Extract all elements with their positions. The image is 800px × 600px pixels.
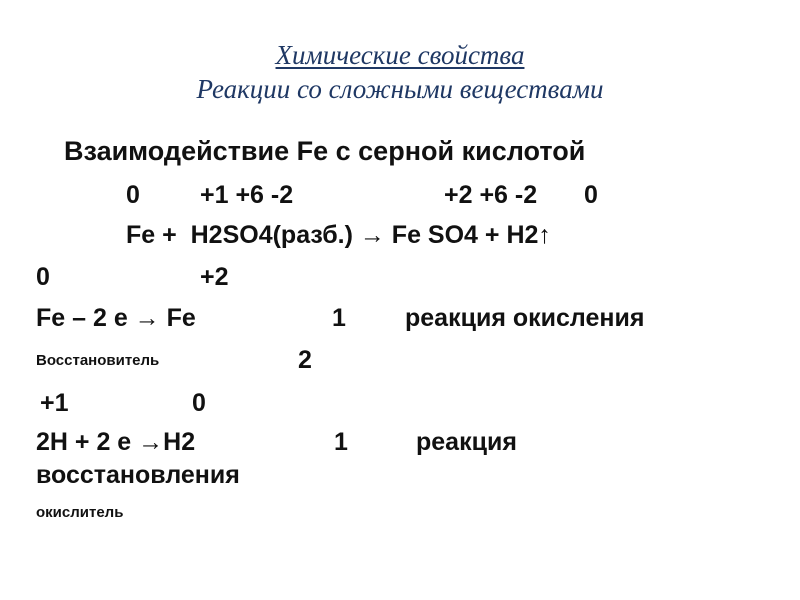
ox-state-h-right: 0: [192, 389, 206, 417]
reduction-coefficient: 1: [334, 428, 348, 456]
ox-state-h2: 0: [584, 181, 598, 209]
reduction-half-equation: 2Н + 2 е →Н2: [36, 428, 196, 456]
reducer-label: Восстановитель: [36, 352, 160, 369]
slide-subtitle: Реакции со сложными веществами: [196, 74, 604, 104]
ox-state-fe-left: 0: [36, 263, 50, 291]
slide-title-block: [0, 38, 800, 106]
reaction-equation: Fe + H2SO4(разб.) → Fe SO4 + H2↑: [126, 221, 551, 249]
ox-state-feso4: +2 +6 -2: [444, 181, 538, 209]
reduction-label-1: реакция: [416, 428, 517, 456]
reduction-label-2: восстановления: [36, 461, 240, 489]
oxidation-coefficient: 1: [332, 304, 346, 332]
oxidation-half-equation: Fe – 2 e → Fe: [36, 304, 196, 332]
slide-title: Химические свойства: [275, 40, 525, 70]
oxidation-label: реакция окисления: [405, 304, 645, 332]
ox-state-h2so4: +1 +6 -2: [200, 181, 294, 209]
section-heading: Взаимодействие Fe с серной кислотой: [64, 136, 586, 166]
oxidizer-label: окислитель: [36, 504, 124, 521]
reducer-coefficient: 2: [298, 346, 312, 374]
ox-state-fe-right: +2: [200, 263, 229, 291]
ox-state-fe: 0: [126, 181, 140, 209]
ox-state-h-left: +1: [40, 389, 69, 417]
